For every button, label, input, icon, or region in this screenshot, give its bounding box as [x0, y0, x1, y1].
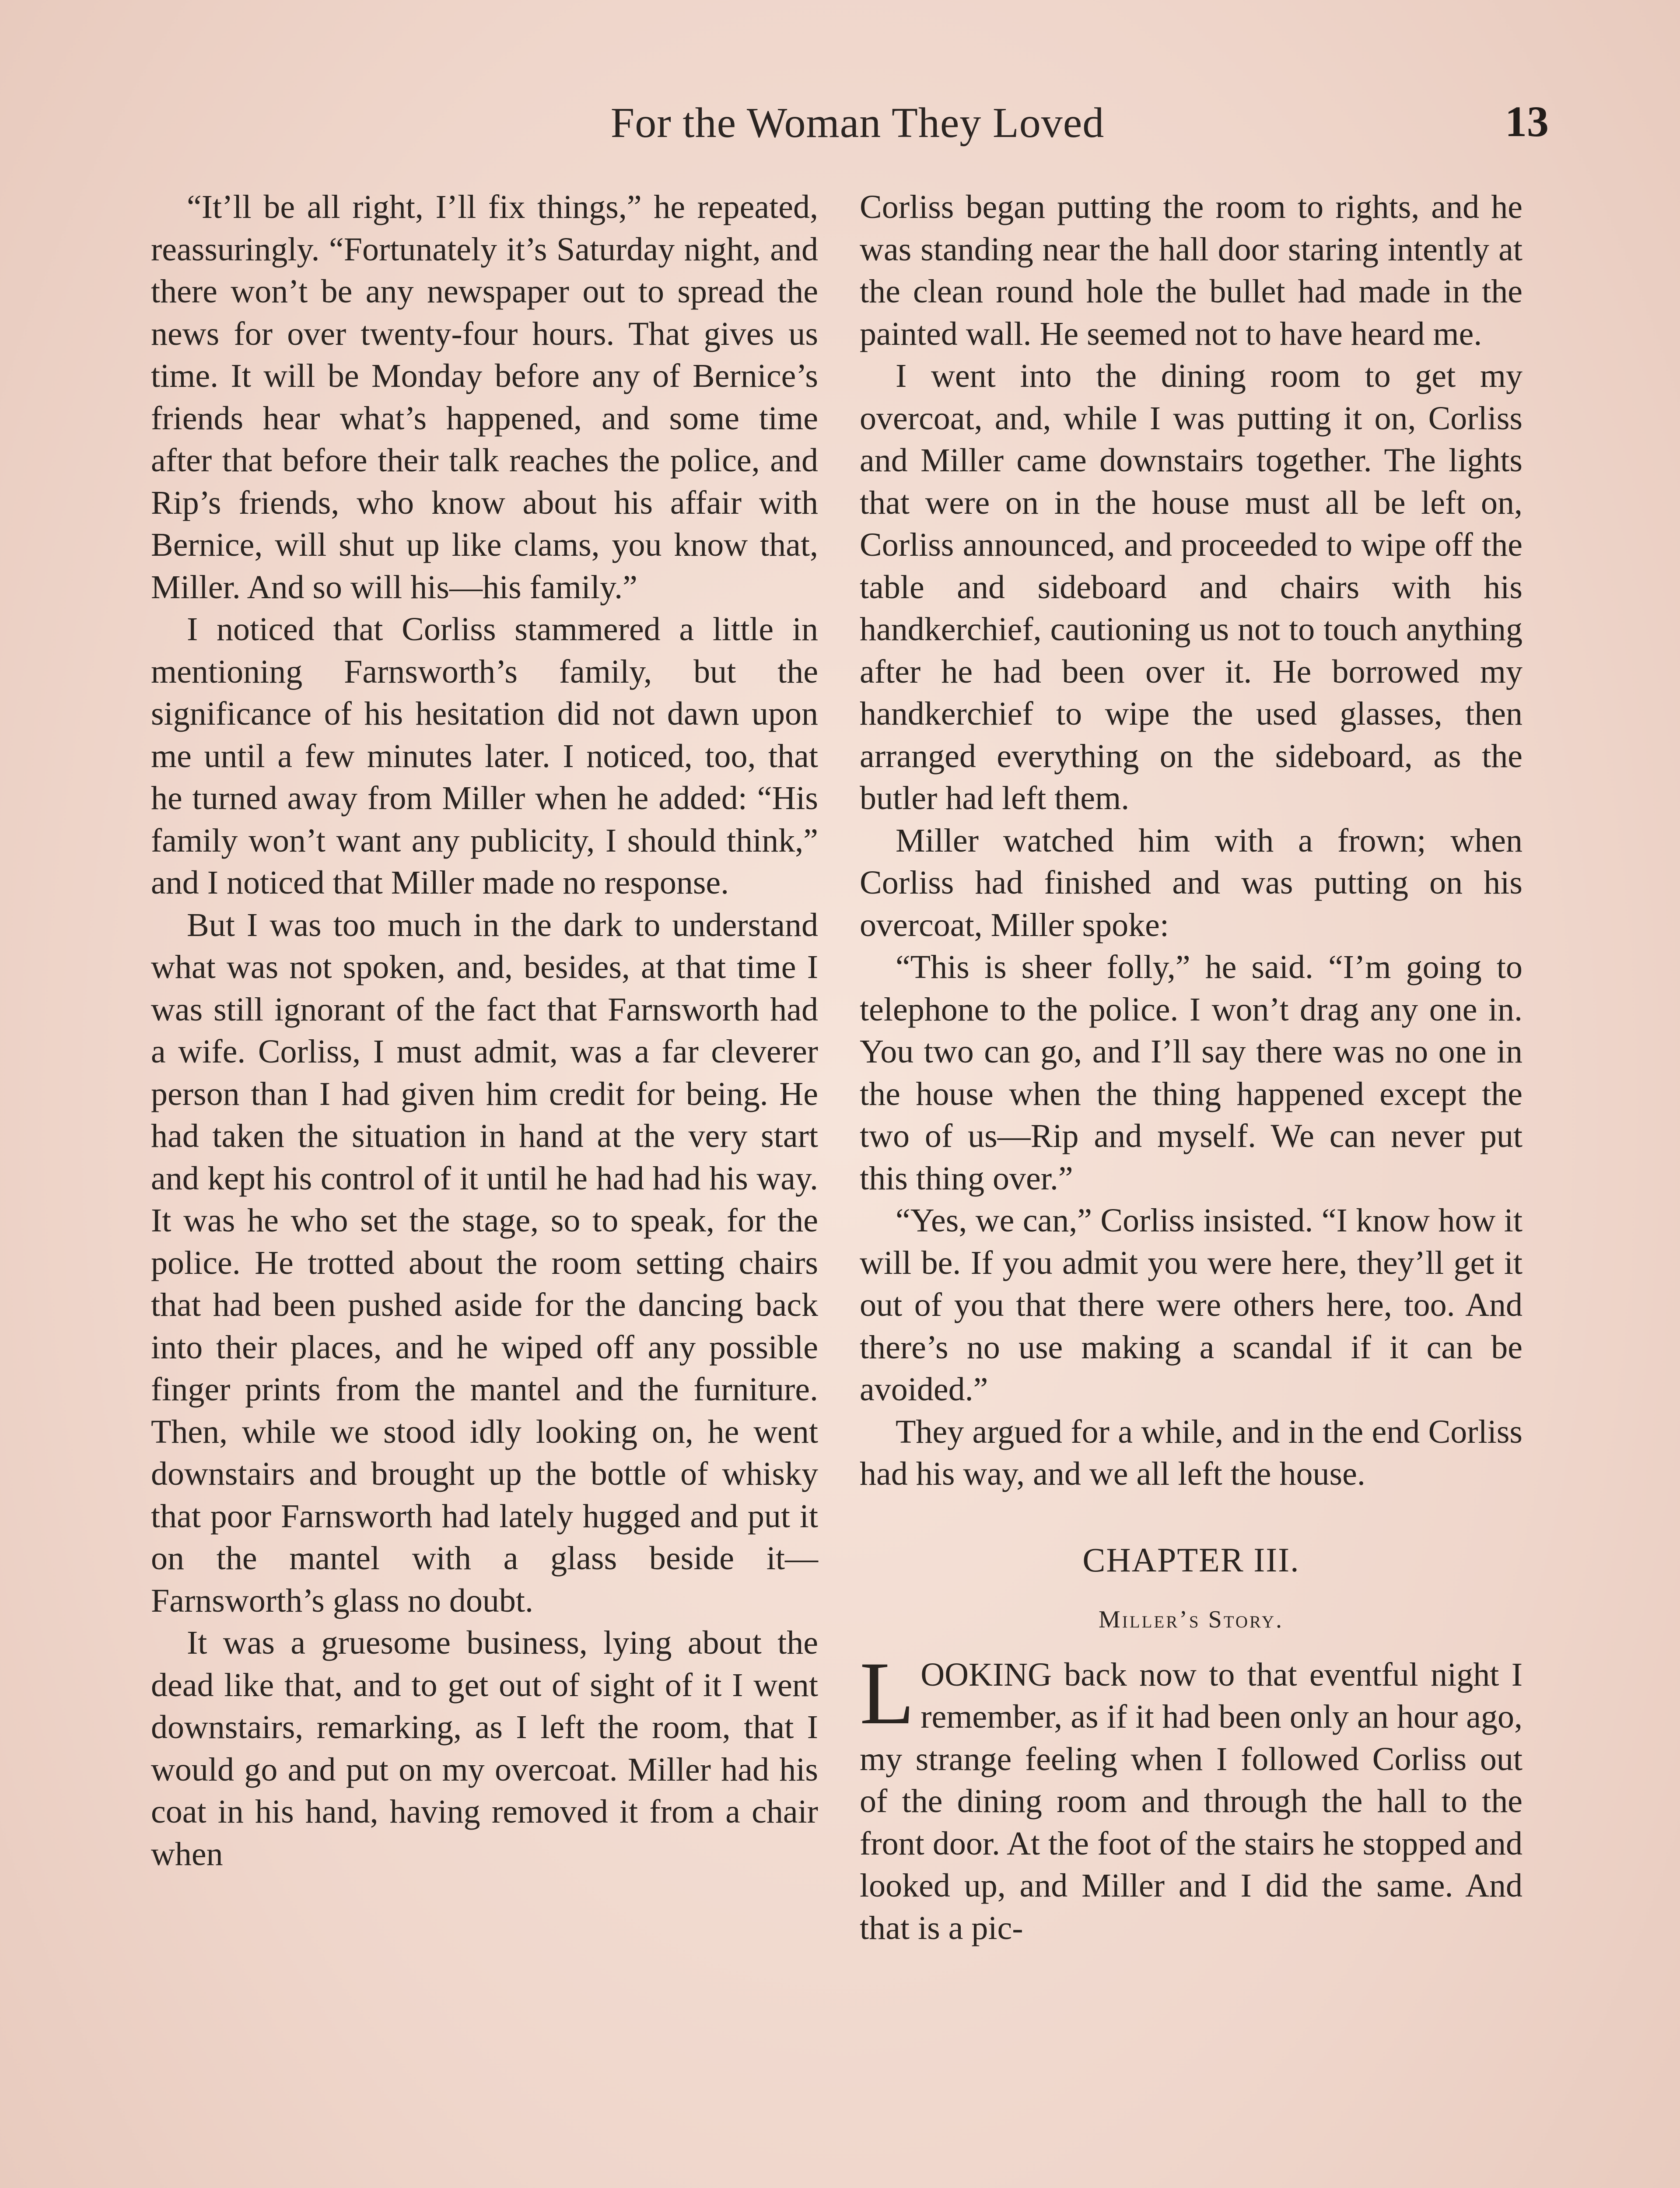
drop-cap: L: [860, 1643, 915, 1743]
right-column: [860, 186, 1522, 1949]
paragraph: “Yes, we can,” Corliss insisted. “I know how it will be. If you admit you were here, they’ll get it out of you that there were others here, too. And there’s no use making a scandal if it can be avoided.”: [860, 1202, 1522, 1408]
paragraph: “This is sheer folly,” he said. “I’m going to telephone to the police. I won’t drag any one in. You two can go, and I’ll say there was no one in the house when the thing happened except the two of us—Rip and myself. We can never put this thing over.”: [860, 949, 1522, 1197]
chapter-title: CHAPTER III.: [1082, 1540, 1300, 1579]
paragraph: But I was too much in the dark to understand what was not spoken, and, besides, at that time I was still ignorant of the fact that Farnsworth had a wife. Corliss, I must admit, was a far cleverer person than I had given him credit for being. He had taken the situation in hand at the very start and kept his control of it until he had had his way. It was he who set the stage, so to speak, for the police. He trotted about the room setting chairs that had been pushed aside for the dancing back into their places, and he wiped off any possible finger prints from the mantel and the furniture. Then, while we stood idly looking on, he went downstairs and brought up the bottle of whisky that poor Farnsworth had lately hugged and put it on the mantel with a glass beside it—Farnsworth’s glass no doubt.: [151, 906, 818, 1619]
paragraph: They argued for a while, and in the end Corliss had his way, and we all left the house.: [860, 1413, 1522, 1492]
paragraph: I went into the dining room to get my overcoat, and, while I was putting it on, Corliss and Miller came downstairs together. The lights that were on in the house must all be left on, Corliss announced, and proceeded to wipe off the table and sideboard and chairs with his handkerchief, cautioning us not to touch anything after he had been over it. He borrowed my handkerchief to wipe the used glasses, then arranged everything on the sideboard, as the butler had left them.: [860, 358, 1522, 817]
paragraph: It was a gruesome business, lying about the dead like that, and to get out of sight of it I went downstairs, remarking, as I left the room, that I would go and put on my overcoat. Miller had his coat in his hand, having removed it from a chair when: [151, 1624, 818, 1872]
chapter-subtitle: Miller’s Story.: [1098, 1606, 1284, 1633]
paragraph: I noticed that Corliss stammered a little in mentioning Farnsworth’s family, but the significance of his hesitation did not dawn upon me until a few minutes later. I noticed, too, that he turned away from Miller when he added: “His family won’t want any publicity, I should think,” and I noticed that Miller made no response.: [151, 611, 818, 901]
paragraph: “It’ll be all right, I’ll fix things,” he repeated, reassuringly. “Fortunately it’s Saturday night, and there won’t be any newspaper out to spread the news for over twenty-four hours. That gives us time. It will be Monday before any of Bernice’s friends hear what’s happened, and some time after that before their talk reaches the police, and Rip’s friends, who know about his affair with Bernice, will shut up like clams, you know that, Miller. And so will his—his family.”: [151, 189, 818, 606]
chapter-opening-text: OOKING back now to that eventful night I remember, as if it had been only an hour ago, my strange feeling when I followed Corliss out of the dining room and through the hall to the front door. At the foot of the stairs he stopped and looked up, and Miller and I did the same. And that is a pic-: [860, 1656, 1522, 1946]
chapter-opening-paragraph: [860, 1643, 1522, 1950]
paragraph: Corliss began putting the room to rights, and he was standing near the hall door staring intently at the clean round hole the bullet had made in the painted wall. He seemed not to have heard me.: [860, 189, 1522, 352]
running-title: For the Woman They Loved: [610, 99, 1105, 147]
paragraph: Miller watched him with a frown; when Corliss had finished and was putting on his overcoat, Miller spoke:: [860, 822, 1522, 943]
page-number: 13: [1505, 97, 1549, 146]
left-column: [151, 186, 818, 1875]
